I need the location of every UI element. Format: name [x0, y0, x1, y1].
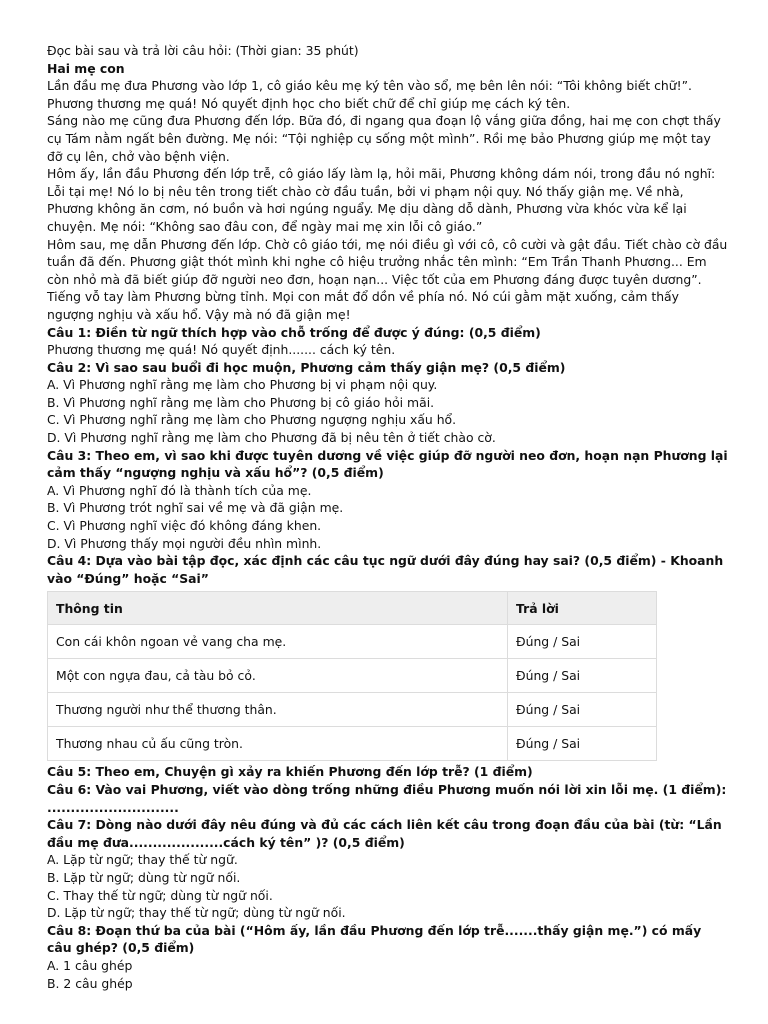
- story-paragraph: Hôm ấy, lần đầu Phương đến lớp trễ, cô giáo lấy làm lạ, hỏi mãi, Phương không dám nói, trong đầu nó nghĩ: Lỗi tại mẹ! Nó lo bị nêu tên trong tiết chào cờ đầu tuần, bởi vi phạm nội quy. Nó thấy giận mẹ. Về nhà, Phương không ăn cơm, nó buồn và hơi ngúng nguẩy. Mẹ dịu dàng dỗ dành, Phương vừa khóc vừa kể lại chuyện. Mẹ nói: “Không sao đâu con, để ngày mai mẹ xin lỗi cô giáo.”: [47, 166, 716, 234]
- table-row: [48, 693, 657, 727]
- answer-option: A. Lặp từ ngữ; thay thế từ ngữ.: [47, 852, 238, 868]
- story-title: Hai mẹ con: [47, 60, 125, 76]
- answer-option: D. Vì Phương thấy mọi người đều nhìn mình.: [47, 535, 322, 551]
- table-header-row: [48, 592, 657, 625]
- story-paragraph: Lần đầu mẹ đưa Phương vào lớp 1, cô giáo kêu mẹ ký tên vào sổ, mẹ bên lên nói: “Tôi không biết chữ!”. Phương thương mẹ quá! Nó quyết định học cho biết chữ để chỉ giúp mẹ cách ký tên.: [47, 78, 692, 111]
- story-paragraph: Hôm sau, mẹ dẫn Phương đến lớp. Chờ cô giáo tới, mẹ nói điều gì với cô, cô cười và gật đầu. Tiết chào cờ đầu tuần đã đến. Phương giật thót mình khi nghe cô hiệu trưởng nhắc tên mình: “Em Trần Thanh Phương... Em còn nhỏ mà đã biết giúp đỡ người neo đơn, hoạn nạn... Việc tốt của em Phương đáng được tuyên dương”.: [47, 236, 728, 287]
- instructions: Đọc bài sau và trả lời câu hỏi: (Thời gian: 35 phút): [47, 43, 359, 58]
- answer-option: D. Vì Phương nghĩ rằng mẹ làm cho Phương đã bị nêu tên ở tiết chào cờ.: [47, 430, 496, 446]
- story-paragraph: Sáng nào mẹ cũng đưa Phương đến lớp. Bữa đó, đi ngang qua đoạn lộ vắng giữa đồng, hai mẹ con chợt thấy cụ Tám nằm ngất bên đường. Mẹ nói: “Tội nghiệp cụ sống một mình”. Rồi mẹ bảo Phương giúp mẹ một tay đỡ cụ lên, chở vào bệnh viện.: [47, 113, 721, 164]
- table-cell-info: Một con ngựa đau, cả tàu bỏ cỏ.: [48, 659, 508, 693]
- question-7: Câu 7: Dòng nào dưới đây nêu đúng và đủ các cách liên kết câu trong đoạn đầu của bài (từ: “Lần đầu mẹ đưa....................cách ký tên” )? (0,5 điểm): [47, 817, 722, 850]
- table-cell-info: Thương người như thể thương thân.: [48, 693, 508, 727]
- table-cell-info: Con cái khôn ngoan vẻ vang cha mẹ.: [48, 625, 508, 659]
- answer-option: C. Vì Phương nghĩ việc đó không đáng khen.: [47, 518, 322, 534]
- table-cell-answer: Đúng / Sai: [508, 727, 657, 761]
- table-row: [48, 727, 657, 761]
- question-5: Câu 5: Theo em, Chuyện gì xảy ra khiến Phương đến lớp trễ? (1 điểm): [47, 764, 533, 780]
- table-cell-info: Thương nhau củ ấu cũng tròn.: [48, 727, 508, 761]
- answer-option: A. 1 câu ghép: [47, 957, 133, 973]
- question-6: Câu 6: Vào vai Phương, viết vào dòng trống những điều Phương muốn nói lời xin lỗi mẹ. (1 điểm):: [47, 782, 727, 797]
- table-row: [48, 625, 657, 659]
- table-row: [48, 659, 657, 693]
- question-2: Câu 2: Vì sao sau buổi đi học muộn, Phương cảm thấy giận mẹ? (0,5 điểm): [47, 359, 566, 375]
- answer-option: D. Lặp từ ngữ; thay thế từ ngữ; dùng từ ngữ nối.: [47, 905, 346, 921]
- question-8: Câu 8: Đoạn thứ ba của bài (“Hôm ấy, lần đầu Phương đến lớp trễ.......thấy giận mẹ.”) có mấy câu ghép? (0,5 điểm): [47, 922, 702, 956]
- table-header-info: Thông tin: [48, 592, 508, 625]
- answer-option: B. Lặp từ ngữ; dùng từ ngữ nối.: [47, 869, 241, 885]
- proverb-table: [47, 591, 657, 761]
- question-4: Câu 4: Dựa vào bài tập đọc, xác định các câu tục ngữ dưới đây đúng hay sai? (0,5 điểm) - Khoanh vào “Đúng” hoặc “Sai”: [47, 553, 724, 586]
- table-cell-answer: Đúng / Sai: [508, 625, 657, 659]
- question-3: Câu 3: Theo em, vì sao khi được tuyên dương về việc giúp đỡ người neo đơn, hoạn nạn Phương lại cảm thấy “ngượng nghịu và xấu hổ”? (0,5 điểm): [47, 447, 728, 481]
- answer-option: B. Vì Phương nghĩ rằng mẹ làm cho Phương bị cô giáo hỏi mãi.: [47, 394, 435, 410]
- question-1: Câu 1: Điền từ ngữ thích hợp vào chỗ trống để được ý đúng: (0,5 điểm): [47, 324, 541, 340]
- answer-option: B. Vì Phương trót nghĩ sai về mẹ và đã giận mẹ.: [47, 500, 344, 516]
- answer-option: C. Thay thế từ ngữ; dùng từ ngữ nối.: [47, 887, 273, 903]
- table-cell-answer: Đúng / Sai: [508, 693, 657, 727]
- table-cell-answer: Đúng / Sai: [508, 659, 657, 693]
- answer-option: B. 2 câu ghép: [47, 975, 133, 991]
- answer-option: A. Vì Phương nghĩ đó là thành tích của mẹ.: [47, 482, 312, 498]
- question-1-text: Phương thương mẹ quá! Nó quyết định....... cách ký tên.: [47, 342, 396, 358]
- answer-option: C. Vì Phương nghĩ rằng mẹ làm cho Phương ngượng nghịu xấu hổ.: [47, 412, 457, 428]
- answer-option: A. Vì Phương nghĩ rằng mẹ làm cho Phương bị vi phạm nội quy.: [47, 377, 438, 393]
- story-paragraph: Tiếng vỗ tay làm Phương bừng tỉnh. Mọi con mắt đổ dồn về phía nó. Nó cúi gằm mặt xuống, cảm thấy ngượng nghịu và xấu hổ. Vậy mà nó đã giận mẹ!: [47, 289, 679, 322]
- question-6-blank: ............................: [47, 799, 179, 815]
- table-header-answer: Trả lời: [508, 592, 657, 625]
